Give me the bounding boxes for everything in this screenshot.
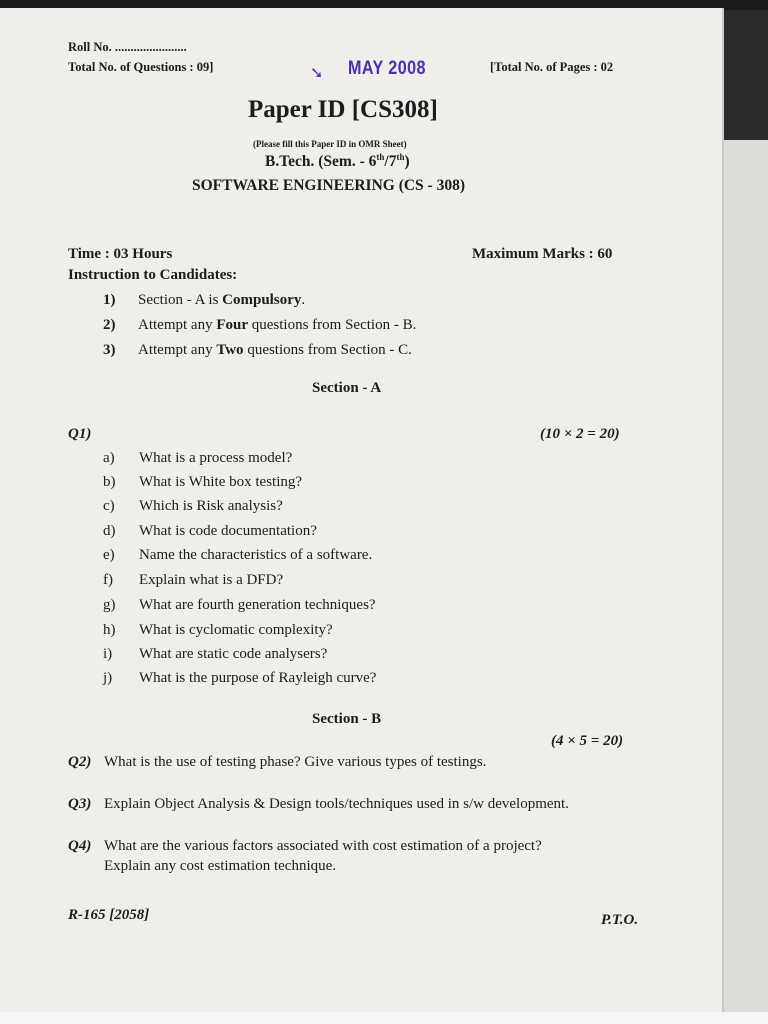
q4-label: Q4) (68, 838, 92, 854)
list-item-letter: i) (103, 646, 113, 662)
list-item-letter: b) (103, 474, 116, 490)
instruction-number: 2) (103, 317, 116, 333)
q2-text: What is the use of testing phase? Give various types of testings. (104, 754, 487, 770)
instruction-text: Section - A is Compulsory. (138, 292, 306, 308)
scan-bottom-edge (0, 1012, 768, 1024)
instruction-heading: Instruction to Candidates: (68, 267, 238, 283)
maximum-marks: Maximum Marks : 60 (472, 246, 613, 262)
roll-number-line: Roll No. ....................... (68, 40, 187, 54)
q2-label: Q2) (68, 754, 92, 770)
instruction-number: 3) (103, 342, 116, 358)
time-allowed: Time : 03 Hours (68, 246, 173, 262)
list-item: What is code documentation? (139, 523, 317, 539)
section-b-marks: (4 × 5 = 20) (551, 733, 624, 749)
total-questions: Total No. of Questions : 09] (68, 60, 214, 74)
list-item: What is White box testing? (139, 474, 303, 490)
list-item-letter: f) (103, 572, 113, 588)
instruction-text: Attempt any Four questions from Section - B. (138, 317, 417, 333)
instruction-text: Attempt any Two questions from Section - C. (138, 342, 412, 358)
scan-right-shadow (722, 10, 768, 140)
list-item: What is cyclomatic complexity? (139, 622, 333, 638)
list-item-letter: j) (103, 670, 113, 686)
stamp-mark-icon: ➘ (310, 65, 324, 82)
course-line: B.Tech. (Sem. - 6th/7th) (265, 152, 410, 171)
list-item: Name the characteristics of a software. (139, 547, 373, 563)
list-item: Which is Risk analysis? (139, 498, 283, 514)
q1-marks: (10 × 2 = 20) (540, 426, 620, 442)
q4-text-line-2: Explain any cost estimation technique. (104, 858, 337, 874)
section-a-heading: Section - A (312, 380, 382, 396)
subject-title: SOFTWARE ENGINEERING (CS - 308) (192, 177, 466, 194)
list-item: What are static code analysers? (139, 646, 328, 662)
paper-id-title: Paper ID [CS308] (248, 96, 438, 123)
paper-code: R-165 [2058] (68, 907, 150, 923)
q3-label: Q3) (68, 796, 92, 812)
list-item-letter: e) (103, 547, 115, 563)
list-item: Explain what is a DFD? (139, 572, 284, 588)
q3-text: Explain Object Analysis & Design tools/techniques used in s/w development. (104, 796, 569, 812)
list-item-letter: d) (103, 523, 116, 539)
please-turn-over: P.T.O. (601, 912, 639, 928)
date-stamp: MAY 2008 (348, 58, 426, 79)
instruction-number: 1) (103, 292, 116, 308)
total-pages: [Total No. of Pages : 02 (490, 60, 614, 74)
list-item-letter: c) (103, 498, 115, 514)
list-item-letter: a) (103, 450, 115, 466)
list-item: What is a process model? (139, 450, 293, 466)
omr-note: (Please fill this Paper ID in OMR Sheet) (253, 139, 407, 149)
list-item-letter: g) (103, 597, 116, 613)
list-item-letter: h) (103, 622, 116, 638)
list-item: What are fourth generation techniques? (139, 597, 376, 613)
q4-text-line-1: What are the various factors associated with cost estimation of a project? (104, 838, 542, 854)
q1-label: Q1) (68, 426, 92, 442)
list-item: What is the purpose of Rayleigh curve? (139, 670, 377, 686)
section-b-heading: Section - B (312, 711, 382, 727)
